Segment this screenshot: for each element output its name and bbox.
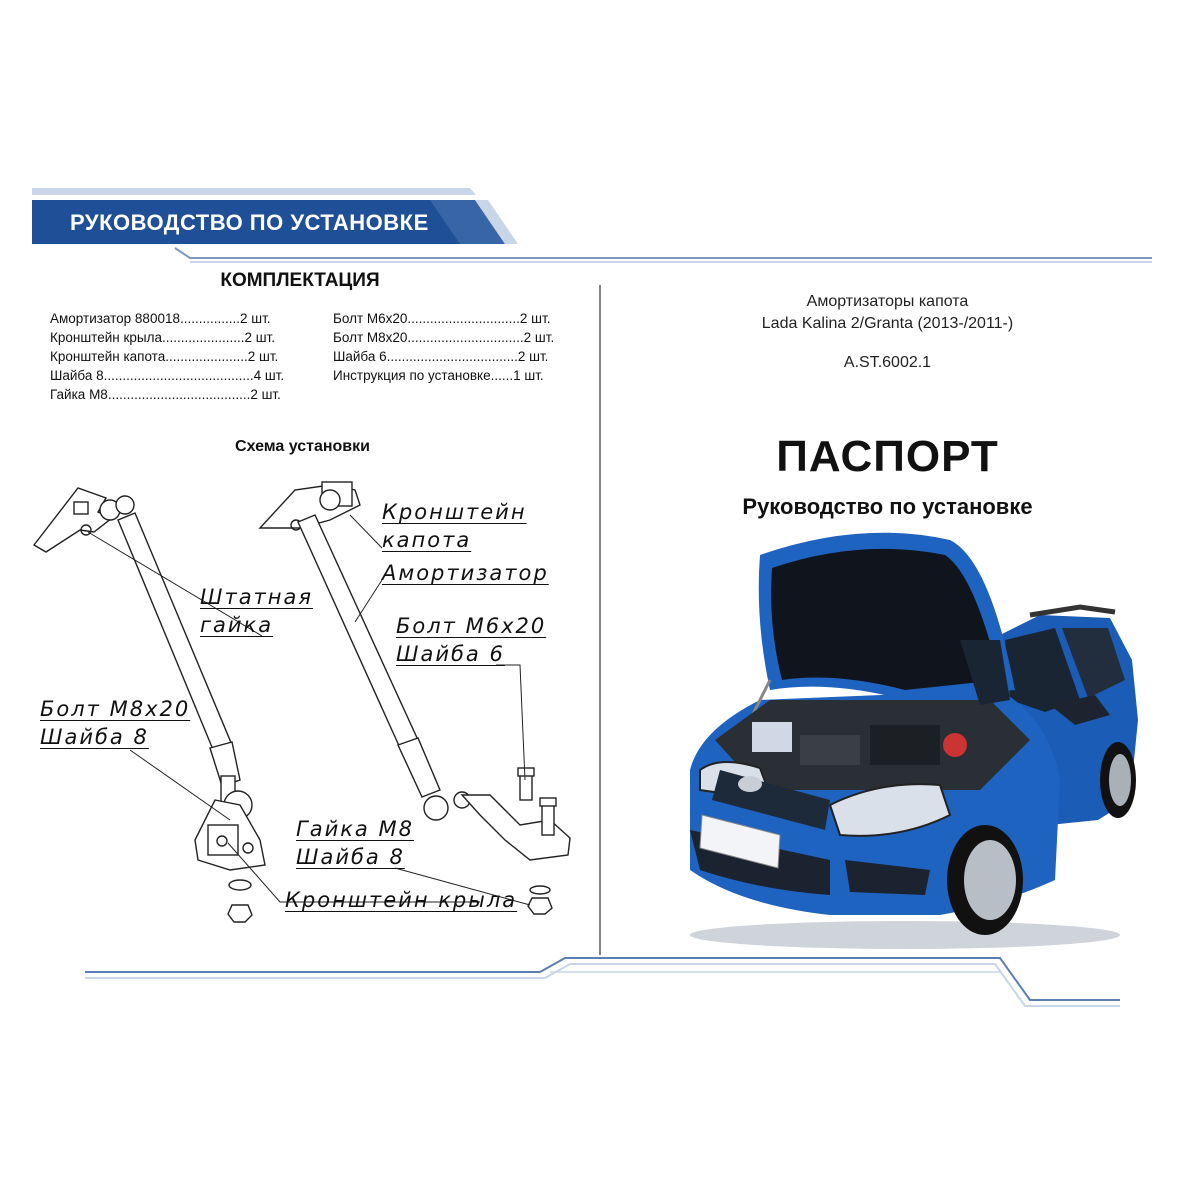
passport-subtitle: Руководство по установке xyxy=(742,494,1033,519)
kit-list-left xyxy=(50,309,284,404)
article-number: A.ST.6002.1 xyxy=(843,354,932,371)
label-washer-8-nut: Шайба 8 xyxy=(296,845,405,869)
kit-item: Шайба 6...................................2 шт. xyxy=(333,349,549,364)
label-wing-bracket: Кронштейн крыла xyxy=(285,888,518,912)
label-std-nut-line1: Штатная xyxy=(200,585,314,609)
kit-item: Кронштейн капота......................2 шт. xyxy=(50,349,279,364)
scheme-title: Схема установки xyxy=(235,438,370,455)
banner-title: РУКОВОДСТВО ПО УСТАНОВКЕ xyxy=(70,210,429,235)
car-photo xyxy=(690,533,1138,949)
label-washer-8: Шайба 8 xyxy=(40,725,149,749)
kit-item: Инструкция по установке......1 шт. xyxy=(333,368,544,383)
kit-title: КОМПЛЕКТАЦИЯ xyxy=(220,270,380,291)
kit-item: Гайка М8......................................2 шт. xyxy=(50,387,281,402)
label-nut-m8: Гайка М8 xyxy=(296,817,414,841)
kit-item: Шайба 8........................................4 шт. xyxy=(50,368,285,383)
left-wing-bracket xyxy=(195,800,265,922)
kit-list-right xyxy=(333,309,554,385)
label-bolt-m8: Болт М8х20 xyxy=(40,697,191,721)
label-washer-6: Шайба 6 xyxy=(396,642,505,666)
product-line1: Амортизаторы капота xyxy=(806,293,969,310)
footer-rule xyxy=(85,958,1120,1006)
label-shock-absorber: Амортизатор xyxy=(382,561,549,585)
label-bolt-m6: Болт М6х20 xyxy=(396,614,547,638)
label-hood-bracket-line1: Кронштейн xyxy=(382,500,527,524)
product-line2: Lada Kalina 2/Granta (2013-/2011-) xyxy=(761,315,1014,332)
kit-item: Амортизатор 880018................2 шт. xyxy=(50,311,271,326)
product-name xyxy=(600,291,1175,335)
kit-item: Кронштейн крыла......................2 шт. xyxy=(50,330,275,345)
passport-title: ПАСПОРТ xyxy=(776,432,999,481)
label-std-nut-line2: гайка xyxy=(200,613,274,637)
left-shock-absorber xyxy=(118,513,252,819)
kit-item: Болт М6х20..............................2 шт. xyxy=(333,311,551,326)
label-hood-bracket-line2: капота xyxy=(382,528,472,552)
kit-item: Болт М8х20...............................2 шт. xyxy=(333,330,555,345)
